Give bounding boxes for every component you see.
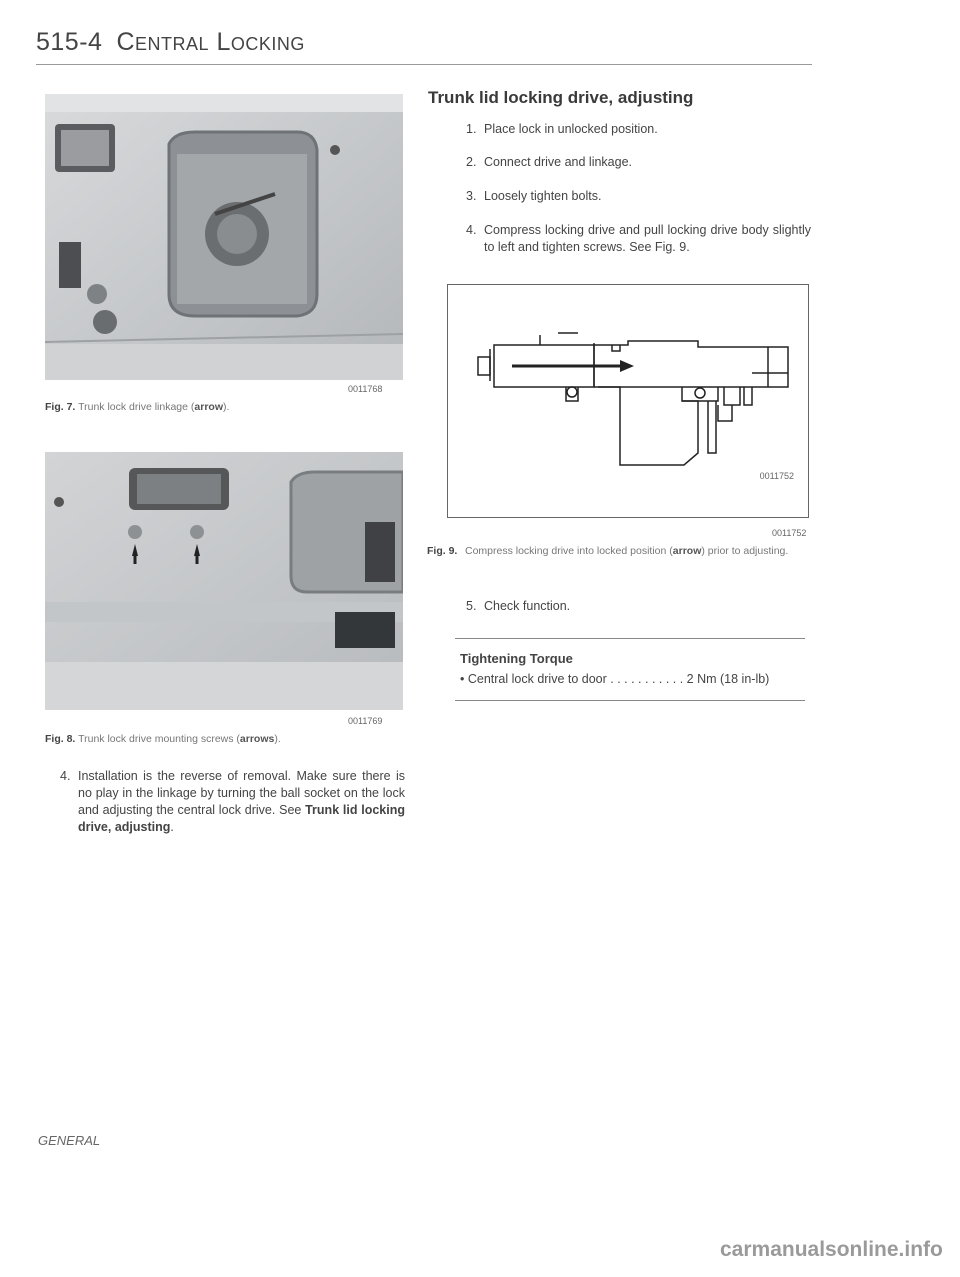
right-step-1-text: Place lock in unlocked position. <box>484 122 658 136</box>
right-step-3 <box>466 188 601 205</box>
right-step-5-text: Check function. <box>484 599 571 613</box>
fig9-diagram <box>447 284 809 518</box>
right-step-3-text: Loosely tighten bolts. <box>484 189 602 203</box>
fig8-text: Trunk lock drive mounting screws ( <box>78 733 240 745</box>
fig7-code: 0011768 <box>348 384 383 394</box>
right-step-2 <box>466 154 632 171</box>
section-number: 515-4 <box>36 28 103 56</box>
fig9-text: Compress locking drive into locked position ( <box>465 545 673 557</box>
footer-section: GENERAL <box>38 1133 101 1148</box>
fig9-inner-code: 0011752 <box>759 471 794 481</box>
fig8-label: Fig. 8. <box>45 733 76 745</box>
fig9-code: 0011752 <box>772 528 807 538</box>
left-step-4-end: . <box>170 820 174 834</box>
watermark: carmanualsonline.info <box>720 1238 943 1261</box>
right-step-4-num: 4. <box>466 223 477 237</box>
fig7-end: ). <box>223 401 230 413</box>
section-heading-wrap <box>428 88 693 108</box>
torque-title: Tightening Torque <box>460 651 573 666</box>
fig8-code: 0011769 <box>348 716 383 726</box>
fig7-text: Trunk lock drive linkage ( <box>78 401 195 413</box>
fig9-bold: arrow <box>672 545 702 557</box>
left-step-4-text: Installation is the reverse of removal. Make sure there is no play in the linkage by turning the ball socket on the lock and adjusting the central lock drive. See <box>78 769 405 817</box>
fig9-drawing <box>448 285 808 517</box>
right-step-3-num: 3. <box>466 189 477 203</box>
fig7-bold: arrow <box>194 401 223 413</box>
fig8-caption <box>45 733 281 745</box>
right-step-4 <box>466 222 811 256</box>
fig9-caption <box>427 545 812 557</box>
fig7-caption <box>45 401 229 413</box>
torque-rule-top <box>455 638 805 639</box>
fig9-label: Fig. 9. <box>427 545 458 557</box>
fig8-end: ). <box>274 733 281 745</box>
fig9-end: ) prior to adjusting. <box>701 545 789 557</box>
right-step-2-num: 2. <box>466 155 477 169</box>
fig8-bold: arrows <box>239 733 275 745</box>
torque-item: • Central lock drive to door . . . . . . . . . . . 2 Nm (18 in-lb) <box>460 672 770 686</box>
section-title: Central Locking <box>116 28 305 56</box>
left-step-4-num: 4. <box>60 769 71 783</box>
left-step-4 <box>60 768 405 836</box>
right-step-4-text: Compress locking drive and pull locking drive body slightly to left and tighten screws. See Fig. 9. <box>484 223 811 254</box>
fig8-photo <box>45 452 403 710</box>
right-step-1 <box>466 121 658 138</box>
torque-rule-bottom <box>455 700 805 701</box>
right-step-5 <box>466 598 570 615</box>
page-header <box>36 28 305 57</box>
header-rule <box>36 64 812 65</box>
right-step-1-num: 1. <box>466 122 477 136</box>
left-step-4-bold: Trunk lid locking drive, adjusting <box>78 803 405 834</box>
section-heading: Trunk lid locking drive, adjusting <box>428 88 694 107</box>
fig7-label: Fig. 7. <box>45 401 76 413</box>
right-step-5-num: 5. <box>466 599 477 613</box>
fig7-photo <box>45 94 403 380</box>
right-step-2-text: Connect drive and linkage. <box>484 155 633 169</box>
